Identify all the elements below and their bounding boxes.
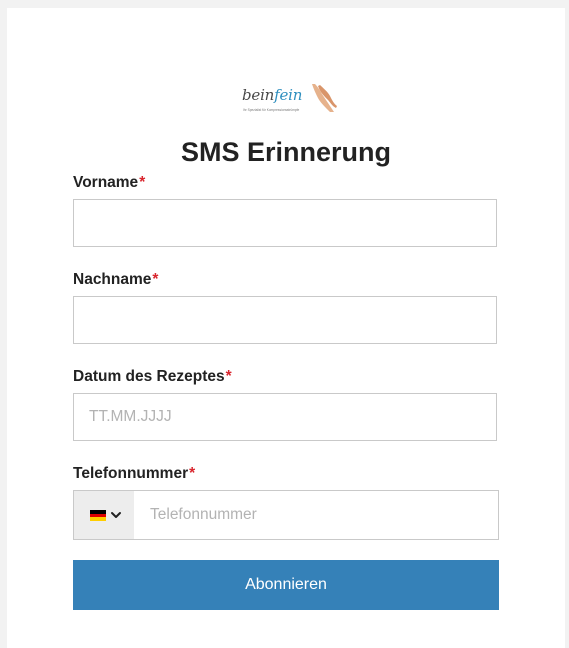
chevron-down-icon bbox=[110, 509, 122, 521]
beinfein-logo bbox=[242, 82, 338, 122]
vorname-label: Vorname* bbox=[73, 174, 146, 191]
required-marker: * bbox=[139, 174, 146, 191]
germany-flag-icon bbox=[90, 510, 106, 521]
logo-tagline: Ihr Spezialist für Kompressionsstrümpfe bbox=[243, 108, 300, 112]
nachname-field[interactable] bbox=[73, 296, 497, 344]
abonnieren-button[interactable]: Abonnieren bbox=[73, 560, 499, 610]
rezept-datum-label: Datum des Rezeptes* bbox=[73, 368, 232, 385]
country-code-selector[interactable] bbox=[74, 491, 134, 539]
telefonnummer-label: Telefonnummer* bbox=[73, 465, 196, 482]
telefonnummer-field[interactable] bbox=[134, 491, 498, 539]
legs-logo-icon bbox=[304, 82, 338, 116]
required-marker: * bbox=[225, 368, 232, 385]
logo-wordmark: beinfein bbox=[242, 86, 303, 104]
required-marker: * bbox=[189, 465, 196, 482]
form-card bbox=[7, 8, 565, 648]
required-marker: * bbox=[152, 271, 159, 288]
rezept-datum-field[interactable] bbox=[73, 393, 497, 441]
vorname-field[interactable] bbox=[73, 199, 497, 247]
nachname-label: Nachname* bbox=[73, 271, 159, 288]
phone-input-group bbox=[73, 490, 499, 540]
page-title: SMS Erinnerung bbox=[180, 137, 391, 167]
